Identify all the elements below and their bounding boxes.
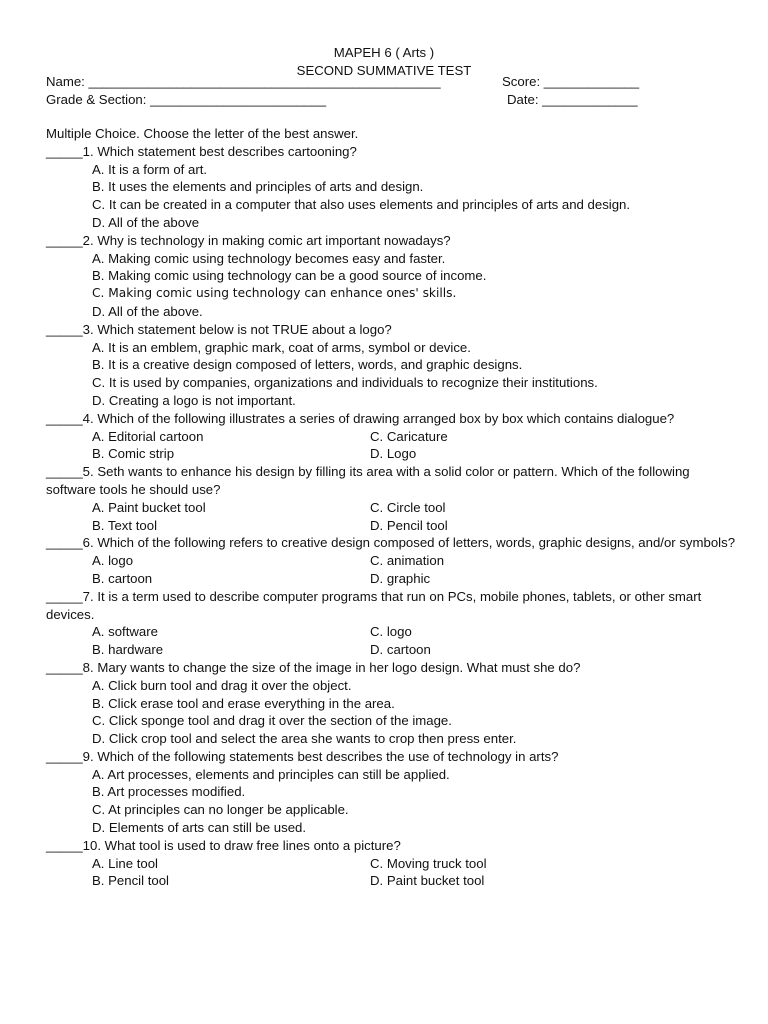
option-1b: B. It uses the elements and principles of arts and design. — [92, 179, 424, 195]
date-field[interactable]: Date: _____________ — [507, 92, 638, 107]
option-7c: C. logo — [370, 624, 412, 640]
option-5d: D. Pencil tool — [370, 517, 448, 533]
question-1: _____1. Which statement best describes cartooning? — [46, 143, 357, 159]
option-6b: B. cartoon — [92, 570, 153, 586]
question-3: _____3. Which statement below is not TRUE about a logo? — [46, 321, 392, 337]
option-10c: C. Moving truck tool — [370, 855, 487, 871]
grade-section-field[interactable]: Grade & Section: ________________________ — [46, 92, 327, 107]
options-4 — [92, 428, 736, 464]
option-9d: D. Elements of arts can still be used. — [92, 820, 307, 836]
option-10b: B. Pencil tool — [92, 873, 169, 889]
option-8b: B. Click erase tool and erase everything in the area. — [92, 695, 395, 711]
options-10 — [92, 855, 736, 891]
grade-date-row — [46, 91, 728, 109]
options-6 — [92, 552, 736, 588]
name-score-row — [46, 73, 728, 91]
option-8a: A. Click burn tool and drag it over the object. — [92, 677, 352, 693]
question-8: _____8. Mary wants to change the size of the image in her logo design. What must she do? — [46, 659, 581, 675]
question-4: _____4. Which of the following illustrates a series of drawing arranged box by box which contains dialogue? — [46, 410, 675, 426]
option-5a: A. Paint bucket tool — [92, 499, 206, 515]
question-7: _____7. It is a term used to describe computer programs that run on PCs, mobile phones, tablets, or other smart devices. — [46, 588, 702, 622]
option-5b: B. Text tool — [92, 517, 157, 533]
option-3b: B. It is a creative design composed of letters, words, and graphic designs. — [92, 357, 523, 373]
option-2a: A. Making comic using technology becomes easy and faster. — [92, 250, 446, 266]
option-2d: D. All of the above. — [92, 303, 203, 319]
option-8d: D. Click crop tool and select the area she wants to crop then press enter. — [92, 731, 517, 747]
question-6: _____6. Which of the following refers to creative design composed of letters, words, graphic designs, and/or symbols? — [46, 535, 736, 551]
option-6c: C. animation — [370, 553, 445, 569]
option-8c: C. Click sponge tool and drag it over the section of the image. — [92, 713, 452, 729]
option-3c: C. It is used by companies, organizations and individuals to recognize their institutions. — [92, 375, 598, 391]
option-6a: A. logo — [92, 553, 134, 569]
option-9c: C. At principles can no longer be applicable. — [92, 802, 349, 818]
question-9: _____9. Which of the following statements best describes the use of technology in arts? — [46, 748, 559, 764]
question-2: _____2. Why is technology in making comic art important nowadays? — [46, 232, 451, 248]
options-7 — [92, 623, 736, 659]
option-7b: B. hardware — [92, 642, 164, 658]
option-10a: A. Line tool — [92, 855, 158, 871]
option-1a: A. It is a form of art. — [92, 161, 208, 177]
question-5: _____5. Seth wants to enhance his design by filling its area with a solid color or pattern. Which of the following software tools he should use? — [46, 464, 690, 497]
option-4d: D. Logo — [370, 446, 417, 462]
option-1d: D. All of the above — [92, 214, 200, 230]
option-9a: A. Art processes, elements and principles can still be applied. — [92, 766, 450, 782]
option-4b: B. Comic strip — [92, 446, 175, 462]
option-4c: C. Caricature — [370, 428, 448, 444]
option-10d: D. Paint bucket tool — [370, 873, 485, 889]
test-subtitle: SECOND SUMMATIVE TEST — [296, 62, 472, 78]
options-5 — [92, 499, 736, 535]
score-field[interactable]: Score: _____________ — [502, 74, 640, 89]
question-10: _____10. What tool is used to draw free lines onto a picture? — [46, 837, 401, 853]
option-1c: C. It can be created in a computer that also uses elements and principles of arts and design. — [92, 197, 631, 213]
option-2c: C. Making comic using technology can enhance ones' skills. — [92, 286, 457, 301]
option-7a: A. software — [92, 624, 158, 640]
option-4a: A. Editorial cartoon — [92, 428, 204, 444]
name-field[interactable]: Name: ________________________________________________ — [46, 74, 441, 89]
option-7d: D. cartoon — [370, 642, 431, 658]
test-body — [46, 125, 736, 890]
instructions: Multiple Choice. Choose the letter of the best answer. — [46, 126, 359, 141]
option-9b: B. Art processes modified. — [92, 784, 246, 800]
option-6d: D. graphic — [370, 570, 431, 586]
option-5c: C. Circle tool — [370, 499, 446, 515]
option-3d: D. Creating a logo is not important. — [92, 392, 296, 408]
test-title: MAPEH 6 ( Arts ) — [333, 45, 435, 60]
option-2b: B. Making comic using technology can be a good source of income. — [92, 268, 487, 284]
option-3a: A. It is an emblem, graphic mark, coat of arms, symbol or device. — [92, 339, 471, 355]
